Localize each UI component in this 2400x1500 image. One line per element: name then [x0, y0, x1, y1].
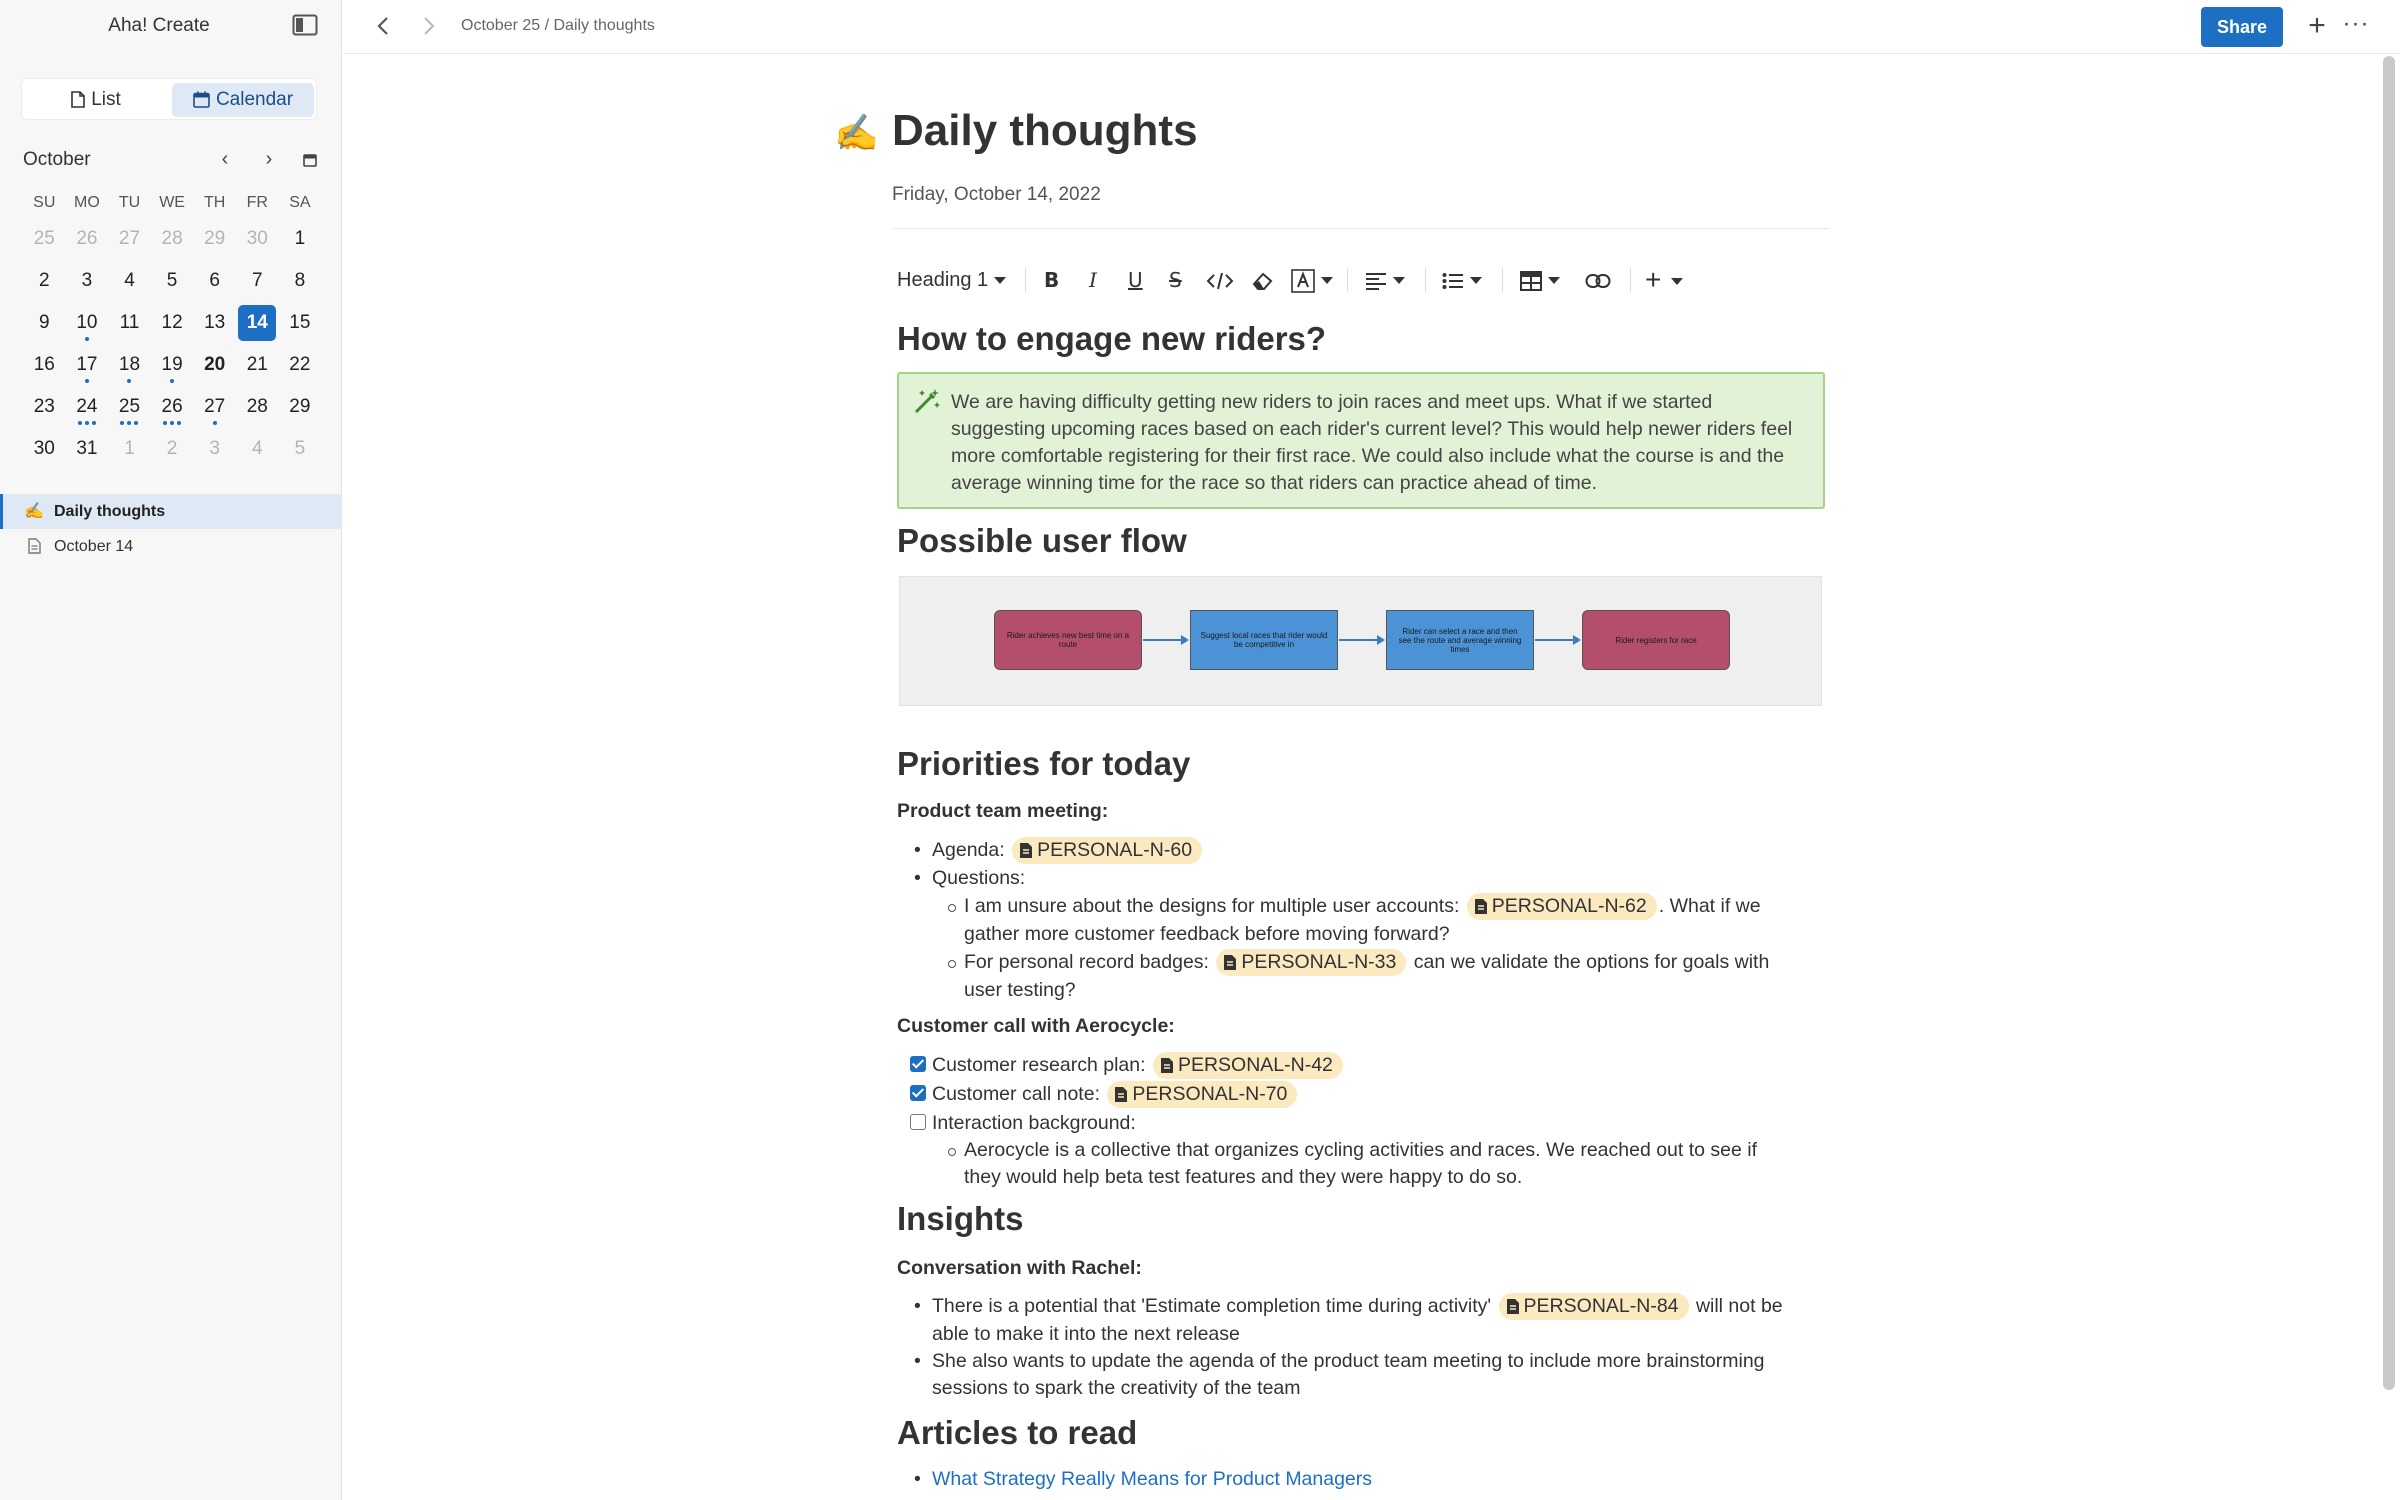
sidebar: [0, 0, 342, 1500]
calendar-today-icon[interactable]: [298, 147, 322, 171]
underline-icon[interactable]: U: [1128, 268, 1143, 292]
calendar-day[interactable]: 23: [33, 396, 55, 417]
calendar-day[interactable]: 1: [294, 228, 306, 249]
chevron-right-icon[interactable]: ›: [265, 148, 273, 170]
calendar-day[interactable]: 31: [76, 438, 98, 459]
calendar-day[interactable]: 21: [246, 354, 268, 375]
entry-dots: [193, 421, 236, 425]
entry-dots: [108, 421, 151, 425]
calendar-day[interactable]: 12: [161, 312, 183, 333]
entry-dots: [66, 379, 109, 383]
calendar-day[interactable]: 22: [289, 354, 311, 375]
record-chip[interactable]: PERSONAL-N-84: [1499, 1293, 1689, 1320]
entry-dots: [151, 421, 194, 425]
heading-engage[interactable]: How to engage new riders?: [897, 320, 1327, 357]
calendar-day[interactable]: 7: [251, 270, 263, 291]
list-dropdown[interactable]: [1442, 262, 1482, 298]
weekday-label: WE: [159, 194, 185, 211]
page-icon: [1161, 1058, 1173, 1073]
weekday-label: SU: [33, 194, 56, 211]
calendar-day[interactable]: 4: [124, 270, 135, 291]
callout-text: We are having difficulty getting new riders to join races and meet ups. What if we started suggesting upcoming races based on each rider's current level? This would help newer riders feel more comfortable registering for their first race. We could also include what the course is and the average winning time for the race so that riders can practice ahead of time.: [951, 391, 1793, 494]
entry-dots: [236, 337, 279, 341]
record-chip[interactable]: PERSONAL-N-42: [1153, 1052, 1343, 1079]
flow-step: Suggest local races that rider would be competitive in: [1190, 610, 1338, 670]
task-checkbox[interactable]: [910, 1056, 926, 1072]
view-list-label: List: [91, 89, 121, 110]
calendar-day[interactable]: 26: [76, 228, 98, 249]
subheading-product-meeting[interactable]: Product team meeting:: [897, 800, 1109, 822]
entry-dots: [108, 379, 151, 383]
list-item[interactable]: Aerocycle is a collective that organizes cycling activities and races. We reached out to see if: [964, 1137, 1757, 1164]
callout-box[interactable]: [897, 372, 1825, 509]
calendar-day[interactable]: 2: [166, 438, 178, 459]
calendar-month: October: [23, 149, 91, 170]
list-item[interactable]: • She also wants to update the agenda of the product team meeting to include more brainstorming: [932, 1348, 1765, 1375]
flow-step: Rider can select a race and then see the route and average winning times: [1386, 610, 1534, 670]
weekday-label: SA: [289, 194, 311, 211]
forward-arrow-icon[interactable]: [415, 13, 441, 39]
calendar-day[interactable]: 3: [81, 270, 93, 291]
task-checkbox[interactable]: [910, 1085, 926, 1101]
page-icon: [1020, 843, 1032, 858]
list-item[interactable]: I am unsure about the designs for multiple user accounts: PERSONAL-N-62 . What if we: [964, 893, 1761, 920]
insert-dropdown[interactable]: +: [1645, 262, 1683, 298]
calendar-day[interactable]: 17: [66, 344, 109, 386]
article-link[interactable]: What Strategy Really Means for Product Managers: [932, 1468, 1373, 1490]
flow-arrow: [1339, 639, 1383, 641]
calendar-header: [23, 145, 319, 175]
document-icon: [71, 91, 85, 108]
app-title: Aha! Create: [108, 15, 210, 36]
calendar-day[interactable]: 27: [118, 228, 141, 249]
block-style-dropdown[interactable]: [897, 262, 1006, 298]
flow-arrow: [1535, 639, 1579, 641]
calendar-day[interactable]: 20: [204, 354, 226, 375]
heading-user-flow[interactable]: Possible user flow: [897, 522, 1187, 559]
calendar-icon: [193, 91, 210, 108]
calendar-grid: [23, 188, 323, 470]
calendar-day[interactable]: 3: [209, 438, 220, 459]
calendar-day[interactable]: 30: [33, 438, 55, 459]
user-flow-diagram[interactable]: [899, 576, 1822, 706]
calendar-day[interactable]: 5: [294, 438, 306, 459]
text-color-dropdown[interactable]: [1291, 262, 1333, 298]
page-icon: [1224, 955, 1236, 970]
list-item[interactable]: [932, 837, 1204, 864]
list-item-text: Agenda:: [932, 839, 1005, 861]
list-item-continuation: they would help beta test features and they were happy to do so.: [964, 1166, 1523, 1188]
strikethrough-icon[interactable]: S: [1169, 268, 1182, 292]
calendar-day[interactable]: 13: [204, 312, 226, 333]
subheading-customer-call[interactable]: Customer call with Aerocycle:: [897, 1015, 1175, 1037]
record-chip[interactable]: PERSONAL-N-60: [1012, 837, 1202, 864]
back-arrow-icon[interactable]: [371, 13, 397, 39]
bold-icon[interactable]: B: [1044, 268, 1060, 292]
calendar-day[interactable]: 1: [124, 438, 135, 459]
list-item-continuation: sessions to spark the creativity of the team: [932, 1377, 1301, 1399]
list-item-continuation: gather more customer feedback before moving forward?: [964, 923, 1450, 945]
view-list-button[interactable]: [26, 83, 166, 117]
title-divider: [893, 228, 1829, 229]
page-title[interactable]: Daily thoughts: [892, 106, 1198, 155]
calendar-day[interactable]: 15: [289, 312, 311, 333]
top-bar: [343, 0, 2400, 54]
calendar-day[interactable]: 25: [33, 228, 55, 249]
task-item[interactable]: Customer research plan: PERSONAL-N-42: [932, 1052, 1345, 1079]
heading-priorities[interactable]: Priorities for today: [897, 745, 1191, 782]
sidebar-doc-label: October 14: [54, 538, 134, 555]
document-date: Friday, October 14, 2022: [892, 184, 1101, 205]
sidebar-doc-label: Daily thoughts: [54, 503, 166, 520]
heading-articles[interactable]: Articles to read: [897, 1414, 1138, 1451]
view-calendar-label: Calendar: [215, 89, 294, 110]
view-calendar-button[interactable]: [172, 83, 314, 117]
eraser-icon[interactable]: [1251, 262, 1273, 298]
more-options-icon[interactable]: ···: [2342, 10, 2370, 37]
share-button[interactable]: Share: [2201, 7, 2283, 47]
editor-toolbar: [895, 262, 1695, 298]
list-item[interactable]: For personal record badges: PERSONAL-N-33 can we validate the options for goals with: [964, 949, 1769, 976]
weekday-label: MO: [74, 194, 100, 211]
sidebar-toggle-icon[interactable]: [292, 14, 320, 38]
writing-hand-icon: ✍️: [24, 503, 44, 520]
scrollbar[interactable]: [2383, 56, 2395, 1390]
calendar-day[interactable]: 5: [166, 270, 178, 291]
calendar-day[interactable]: 9: [39, 312, 50, 333]
document-list: [0, 494, 342, 564]
calendar-day[interactable]: 29: [204, 228, 226, 249]
align-dropdown[interactable]: [1365, 262, 1405, 298]
calendar-day[interactable]: 2: [39, 270, 50, 291]
task-checkbox[interactable]: [910, 1114, 926, 1130]
calendar-day[interactable]: 6: [209, 270, 220, 291]
record-chip[interactable]: PERSONAL-N-33: [1216, 949, 1406, 976]
code-icon[interactable]: [1206, 262, 1234, 298]
table-dropdown[interactable]: [1520, 262, 1560, 298]
page-icon: [24, 529, 44, 564]
weekday-label: TU: [118, 194, 141, 211]
entry-dots: [66, 337, 109, 341]
page-icon: [1475, 899, 1487, 914]
weekday-label: TH: [204, 194, 226, 211]
page-icon: [1115, 1087, 1127, 1102]
italic-icon[interactable]: I: [1089, 268, 1097, 292]
calendar-day[interactable]: 4: [251, 438, 263, 459]
calendar-day[interactable]: 19: [151, 344, 194, 386]
calendar-day[interactable]: 29: [289, 396, 311, 417]
view-switch: [21, 78, 317, 120]
calendar-day[interactable]: 8: [294, 270, 306, 291]
sidebar-doc-item[interactable]: [0, 529, 342, 564]
plus-icon[interactable]: +: [2308, 9, 2326, 42]
record-chip[interactable]: PERSONAL-N-70: [1107, 1081, 1297, 1108]
calendar-day[interactable]: 30: [246, 228, 268, 249]
calendar-day[interactable]: 11: [119, 312, 140, 333]
task-item[interactable]: Customer call note: PERSONAL-N-70: [932, 1081, 1299, 1108]
page-icon: [1507, 1299, 1519, 1314]
list-item-continuation: user testing?: [964, 979, 1076, 1001]
calendar-day[interactable]: 28: [246, 396, 268, 417]
calendar-day[interactable]: 18: [108, 344, 151, 386]
heading-insights[interactable]: Insights: [897, 1200, 1024, 1237]
calendar-day[interactable]: 27: [193, 386, 236, 428]
list-item-continuation: able to make it into the next release: [932, 1323, 1240, 1345]
sidebar-doc-item[interactable]: [0, 494, 342, 529]
entry-dots: [66, 421, 109, 425]
calendar-day[interactable]: 24: [66, 386, 109, 428]
weekday-label: FR: [246, 194, 268, 211]
document-emoji[interactable]: ✍️: [834, 112, 879, 153]
calendar-day[interactable]: 25: [108, 386, 151, 428]
list-item[interactable]: • There is a potential that 'Estimate completion time during activity' PERSONAL-N-84 will not be: [932, 1293, 1783, 1320]
calendar-day[interactable]: 26: [151, 386, 194, 428]
subheading-conversation[interactable]: Conversation with Rachel:: [897, 1257, 1142, 1279]
block-style-label: Heading 1: [897, 269, 989, 291]
task-item[interactable]: Interaction background:: [932, 1112, 1136, 1134]
flow-step: Rider registers for race: [1582, 610, 1730, 670]
flow-arrow: [1143, 639, 1187, 641]
flow-step: Rider achieves new best time on a route: [994, 610, 1142, 670]
calendar-day[interactable]: 10: [66, 302, 109, 344]
chevron-left-icon[interactable]: ‹: [221, 148, 229, 170]
calendar-day-selected[interactable]: 14: [236, 302, 279, 344]
magic-wand-icon: [913, 387, 941, 420]
entry-dots: [151, 379, 194, 383]
link-icon[interactable]: [1585, 262, 1611, 298]
record-chip[interactable]: PERSONAL-N-62: [1467, 893, 1657, 920]
list-item[interactable]: [932, 1466, 1372, 1493]
calendar-day[interactable]: 28: [161, 228, 183, 249]
list-item[interactable]: • Questions:: [932, 865, 1025, 892]
breadcrumb[interactable]: October 25 / Daily thoughts: [461, 17, 655, 34]
calendar-day[interactable]: 16: [33, 354, 55, 375]
